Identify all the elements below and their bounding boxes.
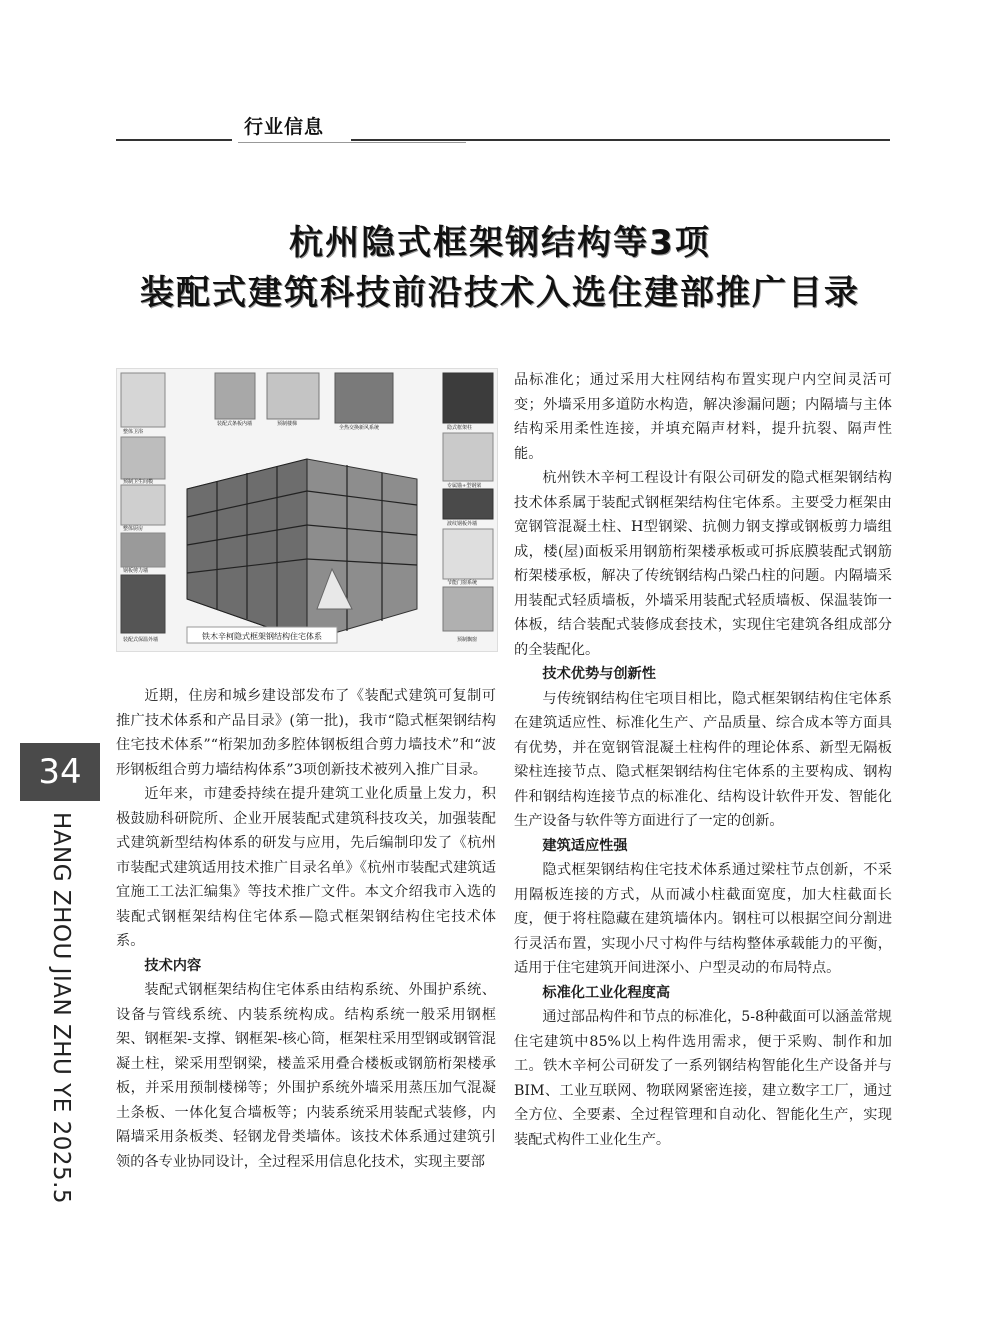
figure-label: 整体厨房 <box>123 526 144 532</box>
figure-caption: 铁木辛柯隐式框架钢结构住宅体系 <box>202 632 322 641</box>
page-number: 34 <box>20 743 100 801</box>
paragraph: 杭州铁木辛柯工程设计有限公司研发的隐式框架钢结构技术体系属于装配式钢框架结构住宅体系。主要受力框架由宽钢管混凝土柱、H型钢梁、抗侧力钢支撑或钢板剪力墙组成，楼(屋)面板采用钢筋桁架楼承板或可拆底膜装配式钢筋桁架楼承板，解决了传统钢结构凸梁凸柱的问题。内隔墙采用装配式轻质墙板，外墙采用装配式轻质墙板、保温装饰一体板，结合装配式装修成套技术，实现住宅建筑各组成部分的全装配化。 <box>514 470 892 658</box>
figure-label: 专属锚+型钢梁 <box>447 483 482 489</box>
article-title <box>80 218 920 318</box>
figure-label: 全热交换新风系统 <box>339 425 380 431</box>
paragraph: 通过部品构件和节点的标准化，5-8种截面可以涵盖常规住宅建筑中85%以上构件选用需求，便于采购、制作和加工。铁木辛柯公司研发了一系列钢结构智能化生产设备并与BIM、工业互联网、物联网紧密连接，建立数字工厂，通过全方位、全要素、全过程管理和自动化、智能化生产，实现装配式构件工业化生产。 <box>514 1009 892 1148</box>
right-column <box>514 368 892 1152</box>
subheading: 建筑适应性强 <box>542 837 628 854</box>
paragraph: 与传统钢结构住宅项目相比，隐式框架钢结构住宅体系在建筑适应性、标准化生产、产品质量、综合成本等方面具有优势，并在宽钢管混凝土柱构件的理论体系、新型无隔板梁柱连接节点、隐式框架钢结构住宅体系的主要构成、钢构件和钢结构连接节点的标准化、结构设计软件开发、智能化生产设备与软件等方面进行了一定的创新。 <box>514 690 892 829</box>
paragraph: 装配式钢框架结构住宅体系由结构系统、外围护系统、设备与管线系统、内装系统构成。结构系统一般采用钢框架、钢框架-支撑、钢框架-核心筒，框架柱采用型钢或钢管混凝土柱，梁采用型钢梁，楼盖采用叠合楼板或钢筋桁架楼承板，并采用预制楼梯等；外围护系统外墙采用蒸压加气混凝土条板、一体化复合墙板等；内装系统采用装配式装修，内隔墙采用条板类、轻钢龙骨类墙体。该技术体系通过建筑引领的各专业协同设计，全过程采用信息化技术，实现主要部 <box>116 982 496 1170</box>
paragraph: 品标准化；通过采用大柱网结构布置实现户内空间灵活可变；外墙采用多道防水构造，解决渗漏问题；内隔墙与主体结构采用柔性连接，并填充隔声材料，提升抗裂、隔声性能。 <box>514 372 892 462</box>
building-system-figure <box>116 368 498 652</box>
header-underline <box>238 142 466 143</box>
figure-label: 整体卫浴 <box>123 429 144 435</box>
paragraph: 隐式框架钢结构住宅技术体系通过梁柱节点创新，不采用隔板连接的方式，从而减小柱截面宽度，加大柱截面长度，便于将柱隐藏在建筑墙体内。钢柱可以根据空间分割进行灵活布置，实现小尺寸构件与结构整体承载能力的平衡，适用于住宅建筑开间进深小、户型灵动的布局特点。 <box>514 862 892 976</box>
figure-label: 预制卫生间模 <box>123 479 154 485</box>
figure-label: 装配式条板内墙 <box>217 421 253 427</box>
figure-label: 波纹钢板外墙 <box>447 521 478 527</box>
left-column <box>116 684 496 1174</box>
subheading: 技术优势与创新性 <box>542 666 656 682</box>
subheading: 标准化工业化程度高 <box>542 984 671 1001</box>
title-line-1: 杭州隐式框架钢结构等3项 <box>289 223 711 263</box>
figure-label: 隐式框架柱 <box>447 425 473 431</box>
figure-label: 预制楼梯 <box>277 421 298 427</box>
section-header <box>116 112 890 144</box>
header-rule-right <box>351 139 890 141</box>
figure-label: 钢板剪力墙 <box>123 568 149 574</box>
subheading: 技术内容 <box>144 957 202 974</box>
paragraph: 近期，住房和城乡建设部发布了《装配式建筑可复制可推广技术体系和产品目录》(第一批)，我市“隐式框架钢结构住宅技术体系”“桁架加劲多腔体钢板组合剪力墙技术”和“波形钢板组合剪力墙结构体系”3项创新技术被列入推广目录。 <box>116 688 496 778</box>
paragraph: 近年来，市建委持续在提升建筑工业化质量上发力，积极鼓励科研院所、企业开展装配式建筑科技攻关，加强装配式建筑新型结构体系的研发与应用，先后编制印发了《杭州市装配式建筑适用技术推广目录名单》《杭州市装配式建筑适宜施工工法汇编集》等技术推广文件。本文介绍我市入选的装配式钢框架结构住宅体系—隐式框架钢结构住宅技术体系。 <box>116 786 496 949</box>
figure-label: 预制飘窗 <box>457 637 478 643</box>
header-rule-left <box>116 139 232 141</box>
journal-name: HANG ZHOU JIAN ZHU YE 2025.5 <box>48 812 74 1205</box>
title-line-2: 装配式建筑科技前沿技术入选住建部推广目录 <box>140 273 860 313</box>
figure-label: 装配式保温外墙 <box>123 637 159 643</box>
figure-illustration <box>117 369 497 651</box>
section-label: 行业信息 <box>244 116 325 138</box>
figure-label: 节能门窗系统 <box>447 580 478 586</box>
